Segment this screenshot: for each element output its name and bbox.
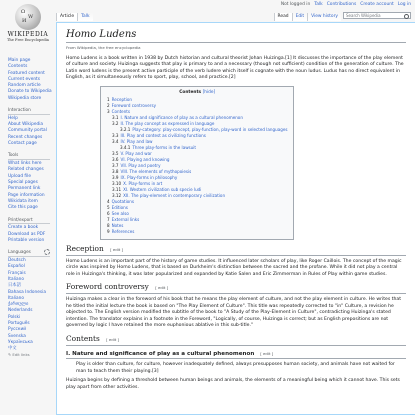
table-of-contents <box>100 86 294 240</box>
toc-entry-text: Reception <box>111 96 132 102</box>
toc-entry-text: XII. The play-element in contemporary civilization <box>123 192 226 198</box>
sidebar-heading-interaction: Interaction <box>8 107 50 115</box>
edit-links-label: Edit links <box>12 352 30 358</box>
logo-tagline: The Free Encyclopedia <box>7 38 49 42</box>
sidebar-language-item-10[interactable]: Português <box>8 320 30 326</box>
toc-entry-number: 3.4 <box>112 138 119 144</box>
sidebar <box>0 58 56 364</box>
tab-article[interactable]: Article <box>56 13 77 21</box>
toc-entry-text: Contents <box>111 108 131 114</box>
sidebar-nav-item-2[interactable]: Featured content <box>8 70 45 76</box>
sidebar-language-item-9[interactable]: Polski <box>8 314 21 320</box>
tab-read[interactable]: Read <box>274 13 292 21</box>
toc-entry-number: 3.8 <box>112 168 119 174</box>
page-title: Homo Ludens <box>66 29 406 43</box>
toc-entry-text: Three play-forms in the lawsuit <box>132 144 197 150</box>
sidebar-nav-item-5[interactable]: Donate to Wikipedia <box>8 89 52 95</box>
logo-wordmark: WIKIPEDIA <box>7 31 49 38</box>
section-heading-contents <box>66 333 406 346</box>
toc-entry-text: References <box>111 228 135 234</box>
toc-entry-text: III. Play and contest as civilizing functions <box>120 132 206 138</box>
sidebar-language-item-6[interactable]: Italiano <box>8 295 24 301</box>
search-input[interactable] <box>343 12 411 19</box>
sidebar-tools-item-1[interactable]: Related changes <box>8 167 44 173</box>
subsection-heading-nature <box>66 351 406 360</box>
languages-heading-label: Languages <box>8 249 31 255</box>
quote-block: Play is older than culture, for culture, however inadequately defined, always presupposes human society, and animals have not waited for man to teach them their playing.[3] <box>76 362 395 374</box>
sidebar-print-item-2[interactable]: Printable version <box>8 237 45 243</box>
wikipedia-logo[interactable] <box>4 4 52 42</box>
personal-tools <box>281 2 411 7</box>
toc-entry-text: Editions <box>111 204 128 210</box>
tab-edit[interactable]: Edit <box>292 13 308 21</box>
sidebar-interaction-item-1[interactable]: About Wikipedia <box>8 122 44 128</box>
toc-entry-number: 3.7 <box>112 162 119 168</box>
article-content <box>56 22 415 415</box>
reception-paragraph: Homo Ludens is an important part of the history of game studies. It influenced later scholars of play, like Roger Caillois. The concept of the magic circle was inspired by Homo Ludens, that is based on Durkheim's distinction between the sacred and the profane. While it did not play a central role in Huizinga's thinking, it was later popularized and expanded by Katie Salen and Eric Zimmerman in Rules of Play within game studies. <box>66 258 402 277</box>
sidebar-language-item-3[interactable]: Italiano <box>8 276 24 282</box>
toc-entry-number: 3.6 <box>112 156 119 162</box>
toc-title-label: Contents <box>179 89 202 95</box>
sidebar-tools-item-0[interactable]: What links here <box>8 161 42 167</box>
sidebar-tools-item-3[interactable]: Special pages <box>8 180 38 186</box>
foreword-heading-label: Foreword controversy <box>66 282 149 292</box>
sidebar-nav-item-4[interactable]: Random article <box>8 83 41 89</box>
toc-entry-text: I. Nature and significance of play as a cultural phenomenon <box>120 114 243 120</box>
sidebar-nav-item-1[interactable]: Contents <box>8 64 28 70</box>
sidebar-language-item-2[interactable]: Français <box>8 270 26 276</box>
sidebar-tools-item-6[interactable]: Wikidata item <box>8 198 38 204</box>
toc-entry-number: 3.9 <box>112 174 119 180</box>
toc-entry-number: 3.3 <box>112 132 119 138</box>
toc-hide-toggle[interactable]: [hide] <box>202 89 216 95</box>
sidebar-language-item-7[interactable]: ქართული <box>8 302 29 308</box>
toc-entry-number: 3 <box>107 108 110 114</box>
search-icon[interactable] <box>404 14 409 19</box>
sidebar-heading-languages <box>8 249 50 257</box>
toc-entry-text: VIII. The elements of mythopoiesis <box>120 168 192 174</box>
toc-entry-text: XI. Western civilization sub specie ludi <box>123 186 202 192</box>
toc-entry-number: 5 <box>107 204 110 210</box>
sidebar-navigation <box>0 58 56 102</box>
sidebar-heading-tools: Tools <box>8 152 50 160</box>
toc-entry-number: 3.4.1 <box>120 144 131 150</box>
toc-entry-text: IV. Play and law <box>120 138 153 144</box>
not-logged-in-label: Not logged in <box>280 2 311 7</box>
sidebar-language-item-0[interactable]: Deutsch <box>8 258 26 264</box>
sidebar-language-item-4[interactable]: 日本語 <box>8 283 21 289</box>
edit-links[interactable]: ✎ Edit links <box>8 352 30 358</box>
nature-paragraph: Huizinga begins by defining a threshold between human beings and animals, the elements of a meaningful being which it cannot have. This sets play apart from other activities. <box>66 378 400 390</box>
sidebar-tools-item-2[interactable]: Upload file <box>8 173 31 179</box>
talk-link[interactable]: Talk <box>314 2 323 7</box>
toc-entry-text: See also <box>111 210 129 216</box>
tab-view-history[interactable]: View history <box>307 13 341 21</box>
tab-talk[interactable]: Talk <box>77 13 92 21</box>
section-heading-reception <box>66 243 406 256</box>
toc-entry-number: 9 <box>107 228 110 234</box>
toc-entry-text: VII. Play and poetry <box>120 162 161 168</box>
toc-entry-text: Foreword controversy <box>111 102 157 108</box>
sidebar-interaction-item-3[interactable]: Recent changes <box>8 134 43 140</box>
create-account-link[interactable]: Create account <box>360 2 394 7</box>
toc-entry-number: 3.11 <box>112 186 122 192</box>
puzzle-globe-icon: Ω W И <box>15 4 41 30</box>
sidebar-language-item-12[interactable]: Svenska <box>8 333 26 339</box>
sidebar-nav-item-6[interactable]: Wikipedia store <box>8 95 42 101</box>
sidebar-heading-print: Print/export <box>8 217 50 225</box>
toc-entry-text: External links <box>111 216 140 222</box>
search-placeholder: Search Wikipedia <box>346 13 381 18</box>
sidebar-print-item-0[interactable]: Create a book <box>8 225 39 231</box>
gear-icon[interactable] <box>44 249 50 255</box>
toc-entry-text: Play-category: play-concept, play-function, play-word in selected languages <box>132 126 288 132</box>
sidebar-languages <box>0 249 56 359</box>
sidebar-language-item-8[interactable]: Nederlands <box>8 308 33 314</box>
toc-entry-text: IX. Play-forms in philosophy <box>120 174 178 180</box>
toc-entry-number: 2 <box>107 102 110 108</box>
sidebar-interaction-item-2[interactable]: Community portal <box>8 128 47 134</box>
toc-entry-number: 6 <box>107 210 110 216</box>
foreword-paragraph: Huizinga makes a clear in the foreword of his book that he means the play element of culture, and not the play element in culture. He writes that he titled the initial lecture the book is based on "The Play Element of Culture". This title was repeatedly corrected to "in" Culture, a revision he objected to. The English version modified the subtitle of the book to "A Study of the Play-Element in Culture", contradicting Huizinga's stated intention. The translator explains in a footnote in the Foreword, "Logically, of course, Huizinga is correct; but as English prepositions are not governed by logic I have retained the more euphonious ablative in this sub-title." <box>66 296 402 329</box>
toc-entry-number: 3.12 <box>112 192 122 198</box>
toc-entry-number: 3.5 <box>112 150 119 156</box>
toc-entry-text: VI. Playing and knowing <box>120 156 170 162</box>
sidebar-tools-item-7[interactable]: Cite this page <box>8 205 38 211</box>
toc-entry-number: 4 <box>107 198 110 204</box>
toc-entry-number: 1 <box>107 96 110 102</box>
sidebar-language-item-13[interactable]: Українська <box>8 339 33 345</box>
toc-entry-number: 3.2 <box>112 120 119 126</box>
sidebar-interaction <box>0 107 56 147</box>
sidebar-interaction-item-4[interactable]: Contact page <box>8 141 37 147</box>
namespace-tabs <box>56 13 93 21</box>
sidebar-interaction-item-0[interactable]: Help <box>8 115 18 121</box>
view-tabs <box>274 13 341 21</box>
sidebar-tools <box>0 152 56 211</box>
sidebar-language-item-14[interactable]: 中文 <box>8 346 17 352</box>
sidebar-language-item-11[interactable]: Русский <box>8 327 27 333</box>
intro-paragraph: Homo Ludens is a book written in 1938 by Dutch historian and cultural theorist Johan Huizinga.[1] It discusses the importance of the play element of culture and society. Huizinga suggests that play is primary to and a necessary (though not sufficient) condition of the generation of culture. The Latin word ludens is the present active participle of the verb ludere which itself is cognate with the noun ludus. Ludus has no direct equivalent in English, as it simultaneously refers to sport, play, school, and practice.[2] <box>66 55 404 81</box>
toc-entry[interactable] <box>107 229 287 235</box>
sidebar-tools-item-4[interactable]: Permanent link <box>8 186 41 192</box>
sidebar-language-item-1[interactable]: Español <box>8 264 25 270</box>
contents-heading-label: Contents <box>66 333 100 343</box>
sidebar-print <box>0 217 56 245</box>
toc-entry-text: II. The play concept as expressed in language <box>120 120 215 126</box>
toc-entry-text: X. Play-forms in art <box>123 180 163 186</box>
toc-title <box>107 90 287 96</box>
edit-section-foreword[interactable]: [ edit ] <box>155 285 169 291</box>
toc-entry-number: 3.10 <box>112 180 122 186</box>
toc-entry-number: 3.2.1 <box>120 126 131 132</box>
toc-entry-text: Quotations <box>111 198 135 204</box>
sidebar-print-item-1[interactable]: Download as PDF <box>8 231 46 237</box>
toc-entry-text: V. Play and war <box>120 150 152 156</box>
sidebar-nav-item-3[interactable]: Current events <box>8 76 40 82</box>
sidebar-nav-item-0[interactable]: Main page <box>8 58 31 63</box>
edit-section-reception[interactable]: [ edit ] <box>110 246 124 252</box>
toc-entry-number: 7 <box>107 216 110 222</box>
from-wikipedia-label: From Wikipedia, the free encyclopedia <box>66 45 141 50</box>
nature-heading-label: I. Nature and significance of play as a cultural phenomenon <box>66 350 255 357</box>
sidebar-tools-item-5[interactable]: Page information <box>8 192 45 198</box>
section-heading-foreword <box>66 284 406 294</box>
login-link[interactable]: Log in <box>397 2 411 7</box>
contributions-link[interactable]: Contributions <box>326 2 357 7</box>
edit-subsection-nature[interactable]: [ edit ] <box>260 350 274 356</box>
edit-section-contents[interactable]: [ edit ] <box>106 336 120 342</box>
sidebar-language-item-5[interactable]: Bahasa Indonesia <box>8 289 46 295</box>
toc-entry-number: 8 <box>107 222 110 228</box>
reception-heading-label: Reception <box>66 243 104 253</box>
toc-entry-number: 3.1 <box>112 114 119 120</box>
toc-entry-text: Notes <box>111 222 124 228</box>
